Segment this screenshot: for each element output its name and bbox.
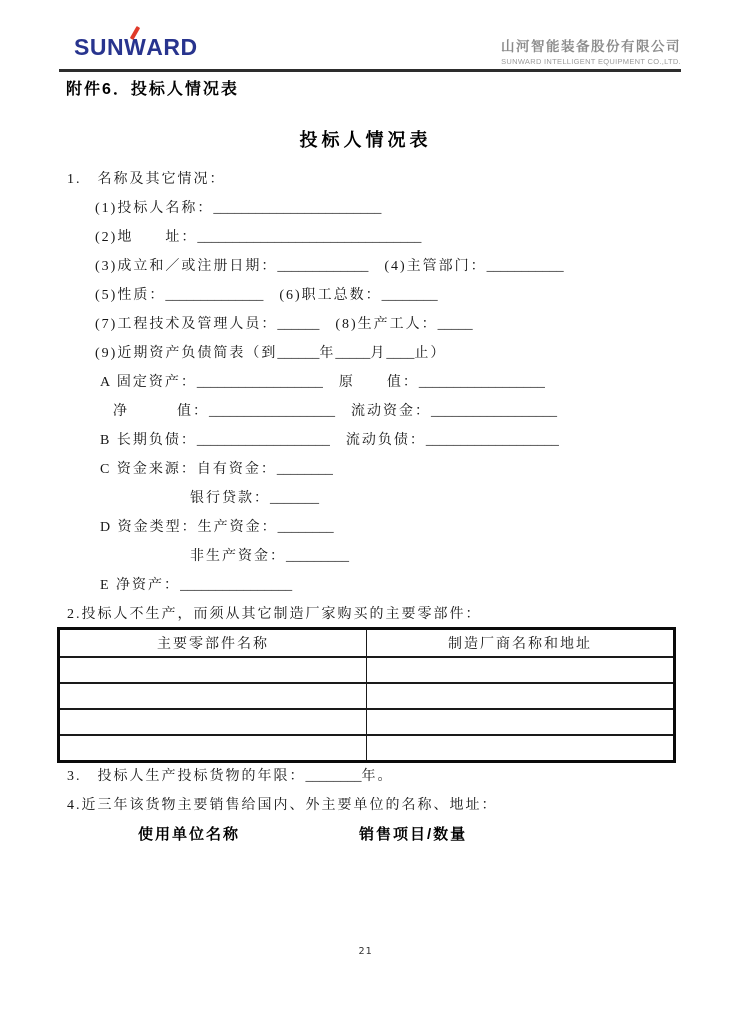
form-line-text: 非生产资金： [190,549,286,564]
fill-in-blank: ______________ [165,288,264,303]
form-line-text: (8)生产工人： [319,317,438,332]
form-line [190,542,349,571]
logo-text-post: ARD [146,34,198,60]
fill-in-blank: _____________ [277,259,369,274]
table-row [59,735,675,762]
fill-in-blank: ___________________ [425,433,559,448]
form-line-text: (6)职工总数： [263,288,382,303]
page-title: 投标人情况表 [299,130,432,150]
form-line-text: 月 [370,346,387,361]
parts-table [57,627,676,763]
company-name-en: SUNWARD INTELLIGENT EQUIPMENT CO.,LTD. [501,57,681,66]
logo-w-glyph: W [124,34,147,60]
fill-in-blank: ________________________________ [197,230,422,245]
form-line-text: 2.投标人不生产，而须从其它制造厂家购买的主要零部件： [67,607,482,622]
form-line-text: 年。 [361,769,394,784]
form-line [95,223,421,252]
table-cell [367,683,675,709]
parts-table-header-row [59,629,675,658]
form-line [67,762,394,791]
col-header-manufacturer: 制造厂商名称和地址 [367,629,675,658]
form-line [95,252,564,281]
form-line-text: (2)地 址： [95,230,198,245]
table-row [59,657,675,683]
form-line-text: E 净资产： [100,578,181,593]
form-line [67,600,482,629]
logo-text-pre: SUN [74,34,125,60]
fill-in-blank: ________________________ [213,201,382,216]
fill-in-blank: ________ [305,769,362,784]
form-line-text: (1)投标人名称： [95,201,214,216]
form-line-text: 使用单位名称 销售项目/数量 [138,826,468,843]
table-cell [367,735,675,762]
fill-in-blank: ___________ [486,259,564,274]
table-row [59,709,675,735]
company-name-cn: 山河智能装备股份有限公司 [501,39,681,54]
form-line [100,571,292,600]
fill-in-blank: ________________ [180,578,293,593]
form-line-text: (5)性质： [95,288,166,303]
page-number: 21 [358,946,373,957]
fill-in-blank: _________ [286,549,349,564]
form-line [100,455,333,484]
logo-w-letter [124,34,146,61]
form-line-text: B 长期负债： [100,433,197,448]
fill-in-blank: ________ [381,288,438,303]
table-cell [59,683,367,709]
form-line-text: D 资金类型：生产资金： [100,520,278,535]
form-line [113,397,557,426]
company-name-block [501,35,681,66]
attachment-heading: 附件6．投标人情况表 [66,81,239,98]
form-line-text: (7)工程技术及管理人员： [95,317,278,332]
fill-in-blank: ______ [277,346,320,361]
fill-in-blank: _____ [335,346,371,361]
form-line [95,310,473,339]
fill-in-blank: ________ [276,462,333,477]
fill-in-blank: __________________ [196,375,323,390]
form-line [138,820,467,849]
table-cell [59,709,367,735]
fill-in-blank: ____ [386,346,415,361]
form-line-text: 止） [414,346,447,361]
fill-in-blank: ___________________ [196,433,330,448]
fill-in-blank: _____ [437,317,473,332]
form-line-text: 原 值： [322,375,419,390]
fill-in-blank: ________ [277,520,334,535]
form-line-text: A 固定资产： [100,375,197,390]
col-header-part-name: 主要零部件名称 [59,629,367,658]
header-divider [59,69,681,72]
form-line [190,484,319,513]
form-line-text: 净 值： [113,404,209,419]
form-line-text: 1. 名称及其它情况： [67,172,226,187]
form-line-text: (9)近期资产负债简表（到 [95,346,278,361]
fill-in-blank: _______ [270,491,319,506]
table-cell [59,735,367,762]
table-cell [367,709,675,735]
form-line [95,339,446,368]
form-line [67,791,498,820]
table-cell [59,657,367,683]
form-line [100,368,545,397]
form-line [95,194,381,223]
sunward-logo [74,34,198,61]
form-line-text: 4.近三年该货物主要销售给国内、外主要单位的名称、地址： [67,798,498,813]
fill-in-blank: __________________ [431,404,557,419]
form-line-text: (3)成立和／或注册日期： [95,259,278,274]
form-line [100,426,559,455]
form-line [100,513,334,542]
form-line [95,281,438,310]
form-line-text: 银行贷款： [190,491,270,506]
fill-in-blank: __________________ [209,404,335,419]
form-line-text: (4)主管部门： [368,259,487,274]
form-line-text: 流动负债： [329,433,426,448]
fill-in-blank: __________________ [418,375,545,390]
form-line-text: 流动资金： [335,404,431,419]
fill-in-blank: ______ [277,317,320,332]
form-line-text: C 资金来源：自有资金： [100,462,277,477]
form-line [67,165,226,194]
form-line-text: 3. 投标人生产投标货物的年限： [67,769,306,784]
form-line-text: 年 [319,346,336,361]
table-row [59,683,675,709]
table-cell [367,657,675,683]
